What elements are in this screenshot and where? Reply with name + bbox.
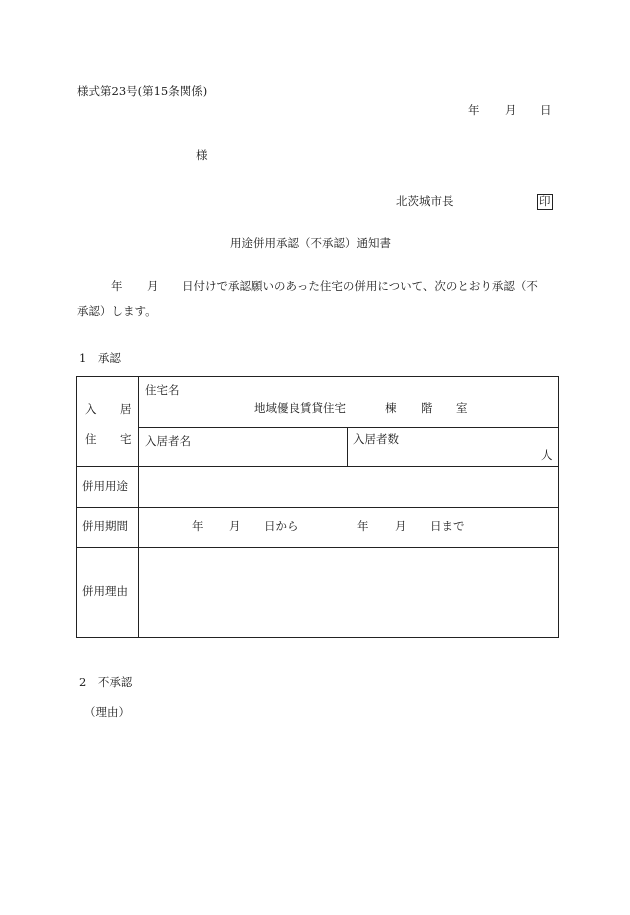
period-to-day: 日まで	[430, 519, 465, 533]
resident-count-cell[interactable]	[348, 428, 559, 467]
housing-name-label: 住宅名	[145, 383, 180, 397]
date-year: 年	[468, 103, 480, 117]
resident-name-cell[interactable]	[139, 428, 348, 467]
use-value-cell[interactable]	[139, 467, 559, 508]
document-title: 用途併用承認（不承認）通知書	[230, 236, 391, 250]
reason-label: 併用理由	[82, 584, 128, 598]
residence-label-b2: 宅	[120, 432, 132, 446]
housing-row	[77, 377, 559, 428]
use-label-cell	[77, 467, 139, 508]
period-from-year: 年	[192, 519, 204, 533]
period-to-month: 月	[395, 519, 407, 533]
period-label-cell	[77, 508, 139, 548]
body-year: 年	[111, 279, 123, 293]
resident-count-unit: 人	[541, 448, 553, 462]
period-from-day: 日から	[264, 519, 299, 533]
seal-label: 印	[539, 194, 551, 208]
use-label: 併用用途	[82, 479, 128, 493]
residence-label-cell	[77, 377, 139, 467]
use-row	[77, 467, 559, 508]
period-label: 併用期間	[82, 519, 128, 533]
period-to-year: 年	[357, 519, 369, 533]
reason-value-cell[interactable]	[139, 548, 559, 638]
section2-heading: 2 不承認	[79, 675, 133, 689]
date-month: 月	[505, 103, 517, 117]
body-text-line1: 日付けで承認願いのあった住宅の併用について、次のとおり承認（不	[182, 279, 538, 293]
date-day: 日	[540, 103, 552, 117]
period-from-month: 月	[229, 519, 241, 533]
reason-label-cell	[77, 548, 139, 638]
form-number: 様式第23号(第15条関係)	[77, 84, 208, 98]
seal-mark	[537, 194, 553, 210]
residence-label-a2: 居	[120, 402, 132, 416]
section1-heading: 1 承認	[79, 351, 121, 365]
body-month: 月	[147, 279, 159, 293]
floor-unit: 階	[421, 401, 433, 415]
housing-name-cell[interactable]	[139, 377, 559, 428]
body-text-line2: 承認）します。	[77, 304, 157, 318]
addressee-suffix: 様	[196, 148, 208, 162]
building-unit: 棟	[385, 401, 397, 415]
period-row	[77, 508, 559, 548]
section2-reason: （理由）	[84, 705, 130, 719]
period-value-cell[interactable]	[139, 508, 559, 548]
residence-label-b1: 住	[85, 432, 97, 446]
resident-row	[77, 428, 559, 467]
reason-row	[77, 548, 559, 638]
resident-count-label: 入居者数	[353, 432, 399, 446]
resident-name-label: 入居者名	[145, 434, 191, 448]
residence-label-a1: 入	[85, 402, 97, 416]
housing-type: 地域優良賃貸住宅	[254, 401, 346, 415]
sender-name: 北茨城市長	[396, 194, 454, 208]
room-unit: 室	[456, 401, 468, 415]
approval-table	[76, 376, 559, 638]
